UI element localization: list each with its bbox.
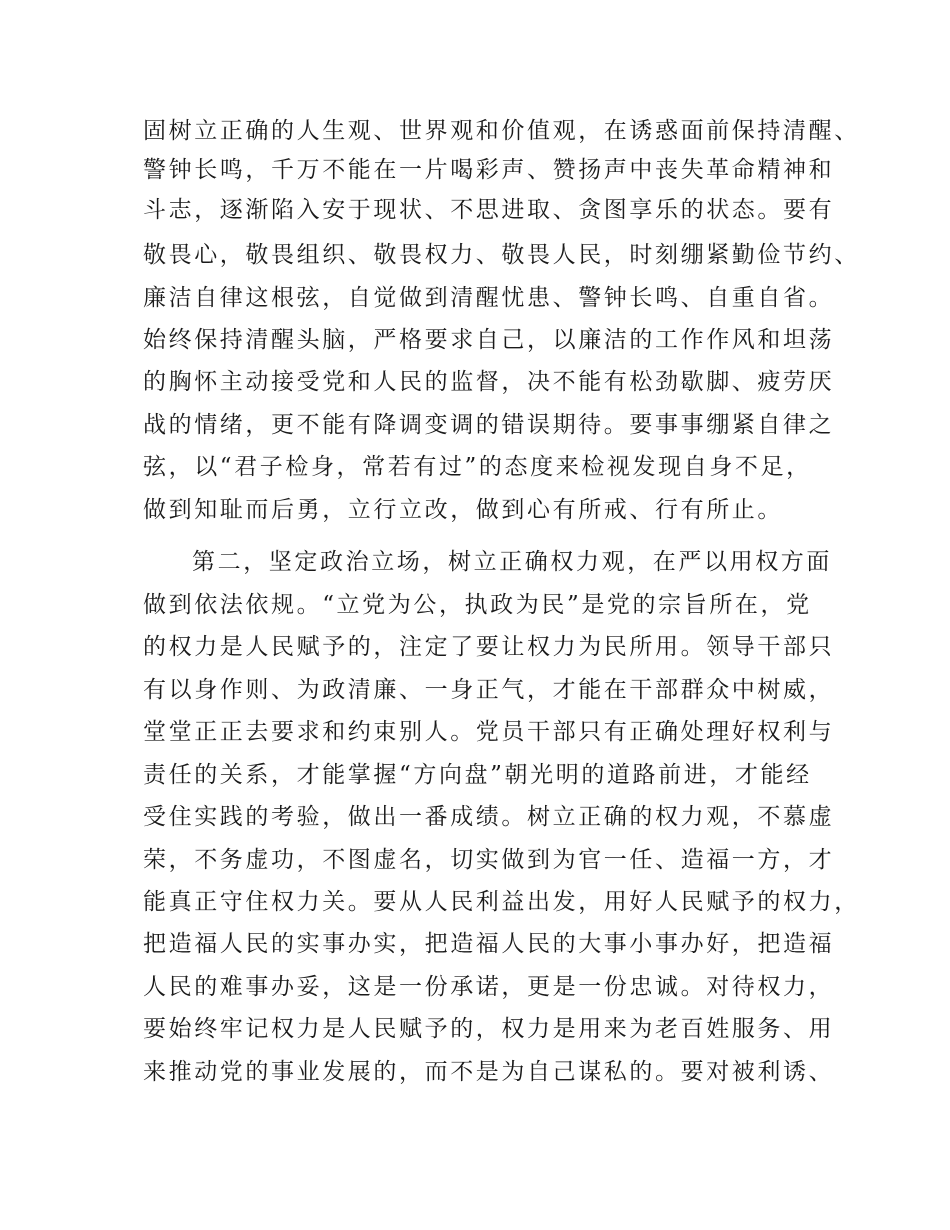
paragraph-2-line: 来推动党的事业发展的，而不是为自己谋私的。要对被利诱、 [143,1059,835,1085]
paragraph-2-line: 责任的关系，才能掌握“方向盘”朝光明的道路前进，才能经 [143,762,812,788]
paragraph-2-line: 能真正守住权力关。要从人民利益出发，用好人民赋予的权力， [143,889,860,915]
paragraph-1-line: 警钟长鸣，千万不能在一片喝彩声、赞扬声中丧失革命精神和 [143,157,835,183]
paragraph-2-line: 要始终牢记权力是人民赋予的，权力是用来为老百姓服务、用 [143,1016,835,1042]
paragraph-2-line: 受住实践的考验，做出一番成绩。树立正确的权力观，不慕虚 [143,804,835,830]
paragraph-2-line: 荣，不务虚功，不图虚名，切实做到为官一任、造福一方，才 [143,847,835,873]
paragraph-1-line: 弦，以“君子检身，常若有过”的态度来检视发现自身不足， [143,454,812,480]
paragraph-2-line: 堂堂正正去要求和约束别人。党员干部只有正确处理好权利与 [143,719,835,745]
paragraph-1-line: 做到知耻而后勇，立行立改，做到心有所戒、行有所止。 [143,497,783,523]
paragraph-2-line: 第二，坚定政治立场，树立正确权力观，在严以用权方面 [192,549,832,575]
paragraph-1-line: 战的情绪，更不能有降调变调的错误期待。要事事绷紧自律之 [143,412,835,438]
paragraph-1-line: 斗志，逐渐陷入安于现状、不思进取、贪图享乐的状态。要有 [143,197,835,223]
paragraph-1-line: 固树立正确的人生观、世界观和价值观，在诱惑面前保持清醒、 [143,118,860,144]
paragraph-2-line: 把造福人民的实事办实，把造福人民的大事小事办好，把造福 [143,931,835,957]
paragraph-1-line: 敬畏心，敬畏组织、敬畏权力、敬畏人民，时刻绷紧勤俭节约、 [143,242,860,268]
paragraph-1-line: 始终保持清醒头脑，严格要求自己，以廉洁的工作作风和坦荡 [143,327,835,353]
paragraph-1-line: 廉洁自律这根弦，自觉做到清醒忧患、警钟长鸣、自重自省。 [143,285,835,311]
paragraph-2-line: 的权力是人民赋予的，注定了要让权力为民所用。领导干部只 [143,634,835,660]
paragraph-1-line: 的胸怀主动接受党和人民的监督，决不能有松劲歇脚、疲劳厌 [143,369,835,395]
paragraph-2-line: 人民的难事办妥，这是一份承诺，更是一份忠诚。对待权力， [143,974,835,1000]
paragraph-2-line: 有以身作则、为政清廉、一身正气，才能在干部群众中树威， [143,677,835,703]
paragraph-2-line: 做到依法依规。“立党为公，执政为民”是党的宗旨所在，党 [143,592,812,618]
